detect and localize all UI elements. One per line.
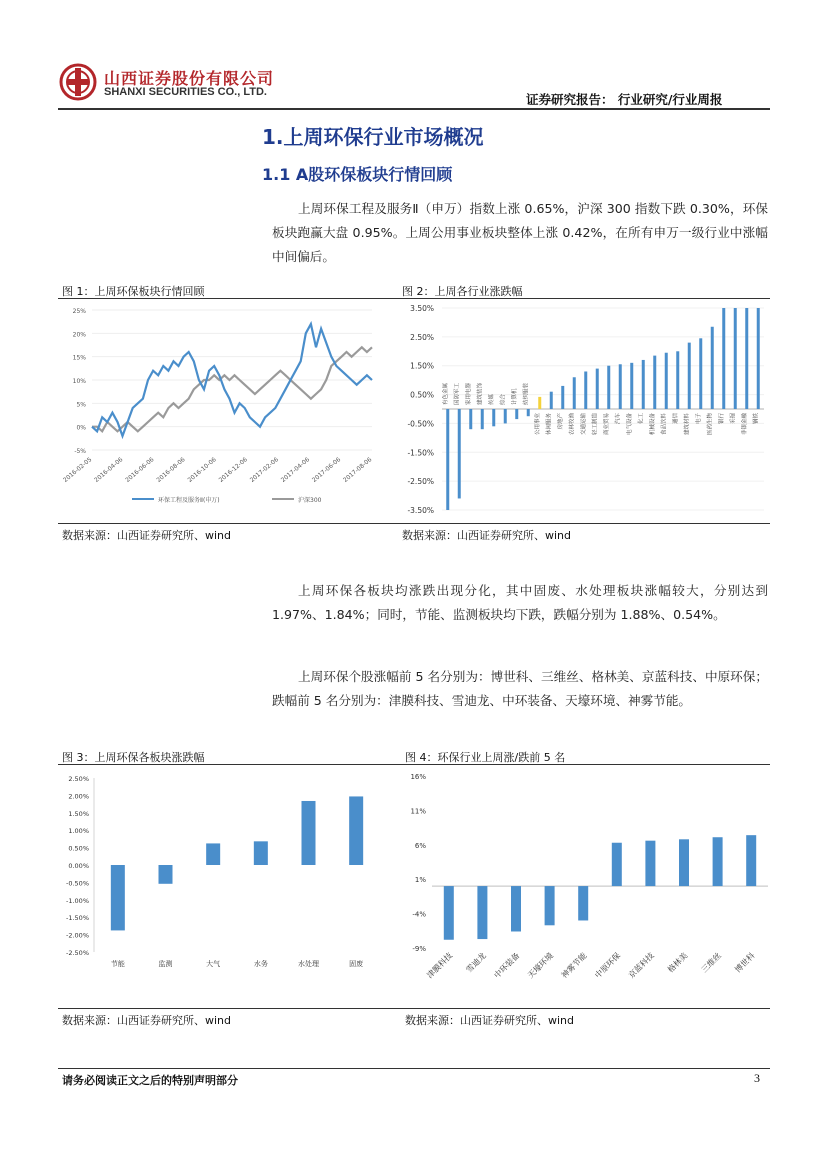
y-tick-label: 1.50% — [68, 809, 89, 818]
report-type: 证券研究报告： 行业研究/行业周报 — [526, 92, 723, 107]
x-tick-label: 2017-04-06 — [279, 456, 312, 484]
bar — [492, 409, 495, 426]
y-tick-label: 3.50% — [410, 304, 434, 313]
y-tick-label: -2.00% — [66, 931, 89, 940]
bar — [159, 865, 173, 884]
category-label: 神雾节能 — [559, 951, 589, 981]
category-label: 雪迪龙 — [464, 951, 488, 975]
y-tick-label: 2.00% — [68, 792, 89, 801]
category-label: 采掘 — [730, 413, 737, 425]
bar — [302, 801, 316, 865]
paragraph-3: 上周环保个股涨幅前 5 名分别为：博世科、三维丝、格林美、京蓝科技、中原环保；跌幅前 5 名分别为：津膜科技、雪迪龙、中环装备、天壕环境、神雾节能。 — [272, 669, 768, 708]
figure-row-2-top-rule — [58, 764, 770, 765]
logo-emblem-icon — [58, 62, 98, 102]
y-tick-label: -1.50% — [66, 914, 89, 923]
bar — [444, 886, 454, 940]
category-label: 中原环保 — [593, 951, 623, 981]
category-label: 博世科 — [733, 951, 757, 975]
y-tick-label: -5% — [74, 448, 86, 455]
bar — [711, 327, 714, 409]
bar — [645, 841, 655, 886]
category-label: 医药生物 — [707, 413, 714, 436]
category-label: 建筑装饰 — [477, 382, 484, 405]
bar — [578, 886, 588, 920]
category-label: 天壕环境 — [526, 951, 556, 981]
category-label: 银行 — [718, 413, 725, 425]
chart-sector-trend — [62, 300, 382, 522]
category-label: 家用电器 — [465, 382, 472, 405]
category-label: 化工 — [638, 413, 645, 425]
bar — [653, 356, 656, 409]
y-tick-label: 1.00% — [68, 827, 89, 836]
bar — [458, 409, 461, 498]
category-label: 交通运输 — [580, 413, 587, 436]
category-label: 房地产 — [557, 413, 564, 430]
bar — [746, 835, 756, 886]
y-tick-label: 16% — [410, 773, 426, 781]
y-tick-label: 5% — [76, 401, 86, 409]
bar — [745, 308, 748, 409]
y-tick-label: -9% — [412, 945, 426, 953]
category-label: 传媒 — [488, 393, 495, 405]
chart-industry-change — [402, 300, 772, 522]
y-tick-label: -2.50% — [407, 477, 434, 487]
y-tick-label: -0.50% — [66, 879, 89, 888]
x-tick-label: 2016-10-06 — [186, 456, 218, 484]
bar — [504, 409, 507, 423]
figure-3-title: 图 3：上周环保各板块涨跌幅 — [62, 751, 205, 764]
chart-top-bottom-stocks — [402, 766, 772, 1006]
subsection-heading: 1.1 A股环保板块行情回顾 — [262, 165, 453, 184]
bar — [446, 409, 449, 510]
figure-1-title: 图 1：上周环保板块行情回顾 — [62, 285, 205, 298]
company-name-en: SHANXI SECURITIES CO., LTD. — [104, 86, 267, 98]
y-tick-label: -1.50% — [407, 448, 434, 458]
figure-4-title: 图 4：环保行业上周涨/跌前 5 名 — [405, 751, 566, 764]
bar — [679, 839, 689, 886]
company-name-cn: 山西证券股份有限公司 — [104, 69, 275, 88]
category-label: 钢铁 — [753, 413, 760, 425]
bar — [688, 343, 691, 409]
x-tick-label: 2017-02-06 — [248, 456, 280, 484]
x-tick-label: 2017-08-06 — [342, 456, 374, 484]
y-tick-label: 25% — [72, 308, 86, 315]
bar — [734, 308, 737, 409]
bar — [612, 843, 622, 886]
category-label: 大气 — [206, 960, 221, 968]
category-label: 建筑材料 — [684, 413, 691, 436]
bar — [477, 886, 487, 939]
bar — [619, 364, 622, 409]
category-label: 中环装备 — [492, 951, 522, 981]
y-tick-label: 6% — [414, 841, 426, 850]
y-tick-label: 20% — [72, 331, 86, 339]
bar — [206, 843, 220, 865]
legend-label: 沪深300 — [298, 497, 322, 504]
x-tick-label: 2016-06-06 — [124, 456, 156, 484]
figure-2-source: 数据来源：山西证券研究所、wind — [402, 529, 572, 542]
category-label: 格林美 — [666, 951, 690, 975]
category-label: 综合 — [500, 393, 507, 405]
y-tick-label: -2.50% — [66, 949, 89, 957]
x-tick-label: 2016-02-05 — [62, 456, 94, 484]
category-label: 节能 — [110, 960, 125, 968]
y-tick-label: 0.00% — [68, 862, 89, 870]
category-label: 纺织服装 — [523, 382, 530, 405]
company-logo — [58, 62, 98, 102]
figure-1-source: 数据来源：山西证券研究所、wind — [62, 529, 232, 542]
x-tick-label: 2016-08-06 — [155, 456, 187, 484]
category-label: 非银金融 — [741, 413, 748, 436]
category-label: 电气设备 — [626, 413, 633, 436]
bar — [481, 409, 484, 429]
bar — [111, 865, 125, 930]
category-label: 机械设备 — [649, 413, 656, 436]
figure-2-title: 图 2：上周各行业涨跌幅 — [402, 285, 523, 298]
category-label: 汽车 — [615, 413, 622, 425]
y-tick-label: -0.50% — [407, 419, 434, 429]
bar — [676, 351, 679, 409]
figure-row-2-bottom-rule — [58, 1008, 770, 1009]
y-tick-label: 1.50% — [410, 361, 434, 371]
category-label: 食品饮料 — [661, 413, 668, 436]
bar — [757, 308, 760, 409]
category-label: 水处理 — [298, 960, 319, 968]
bar — [538, 397, 541, 409]
y-tick-label: 10% — [72, 378, 86, 385]
bar — [584, 371, 587, 409]
y-tick-label: 2.50% — [68, 775, 89, 783]
series-line — [92, 347, 372, 431]
category-label: 公用事业 — [534, 413, 541, 436]
y-tick-label: 0% — [76, 424, 86, 432]
category-label: 监测 — [158, 960, 173, 968]
y-tick-label: -1.00% — [66, 896, 89, 905]
y-tick-label: -3.50% — [407, 506, 434, 515]
category-label: 水务 — [253, 960, 268, 968]
y-tick-label: 1% — [414, 876, 426, 885]
figure-3-source: 数据来源：山西证券研究所、wind — [62, 1014, 232, 1027]
y-tick-label: 2.50% — [410, 332, 434, 342]
category-label: 轻工制造 — [592, 413, 599, 436]
category-label: 有色金属 — [442, 382, 449, 405]
category-label: 固废 — [349, 960, 364, 968]
legend-label: 环保工程及服务Ⅱ(申万) — [158, 497, 220, 504]
category-label: 国防军工 — [454, 382, 461, 405]
figure-row-1-bottom-rule — [58, 523, 770, 524]
bar — [722, 308, 725, 409]
bar — [550, 392, 553, 409]
paragraph-1: 上周环保工程及服务Ⅱ（申万）指数上涨 0.65%，沪深 300 指数下跌 0.30%，环保板块跑赢大盘 0.95%。上周公用事业板块整体上涨 0.42%，在所有申万一级行业中涨幅中间偏后。 — [272, 201, 768, 264]
x-tick-label: 2016-12-06 — [217, 456, 249, 484]
figure-row-1-top-rule — [58, 298, 770, 299]
bar — [713, 837, 723, 886]
section-heading: 1.上周环保行业市场概况 — [262, 125, 484, 149]
bar — [349, 796, 363, 865]
category-label: 电子 — [695, 413, 702, 425]
figure-4-source: 数据来源：山西证券研究所、wind — [405, 1014, 575, 1027]
category-label: 计算机 — [511, 388, 518, 405]
bar — [573, 377, 576, 409]
category-label: 休闲服务 — [546, 413, 553, 436]
header-rule — [58, 108, 770, 110]
paragraph-2: 上周环保各板块均涨跌出现分化，其中固废、水处理板块涨幅较大，分别达到 1.97%、1.84%；同时，节能、监测板块均下跌，跌幅分别为 1.88%、0.54%。 — [272, 583, 768, 622]
y-tick-label: -4% — [412, 910, 426, 919]
bar — [254, 841, 268, 865]
bar — [515, 409, 518, 419]
category-label: 京蓝科技 — [626, 951, 656, 981]
bar — [511, 886, 521, 931]
bar — [642, 360, 645, 409]
bar — [665, 353, 668, 409]
bar — [630, 363, 633, 409]
y-tick-label: 0.50% — [68, 844, 89, 853]
footer-disclaimer: 请务必阅读正文之后的特别声明部分 — [62, 1074, 238, 1087]
bar — [607, 366, 610, 409]
bar — [527, 409, 530, 416]
chart-subsector-change — [62, 766, 387, 1006]
x-tick-label: 2017-06-06 — [310, 456, 343, 484]
category-label: 农林牧渔 — [569, 413, 576, 436]
footer-rule — [58, 1068, 770, 1069]
y-tick-label: 11% — [410, 807, 426, 816]
bar — [545, 886, 555, 925]
category-label: 商业贸易 — [603, 413, 610, 436]
y-tick-label: 15% — [72, 354, 86, 362]
bar — [699, 338, 702, 409]
x-tick-label: 2016-04-06 — [93, 456, 125, 484]
bar — [469, 409, 472, 429]
bar — [596, 369, 599, 409]
bar — [561, 386, 564, 409]
y-tick-label: 0.50% — [410, 390, 434, 400]
page-number: 3 — [754, 1071, 760, 1085]
category-label: 通信 — [672, 413, 679, 425]
category-label: 三维丝 — [699, 951, 724, 975]
category-label: 津膜科技 — [425, 951, 455, 981]
